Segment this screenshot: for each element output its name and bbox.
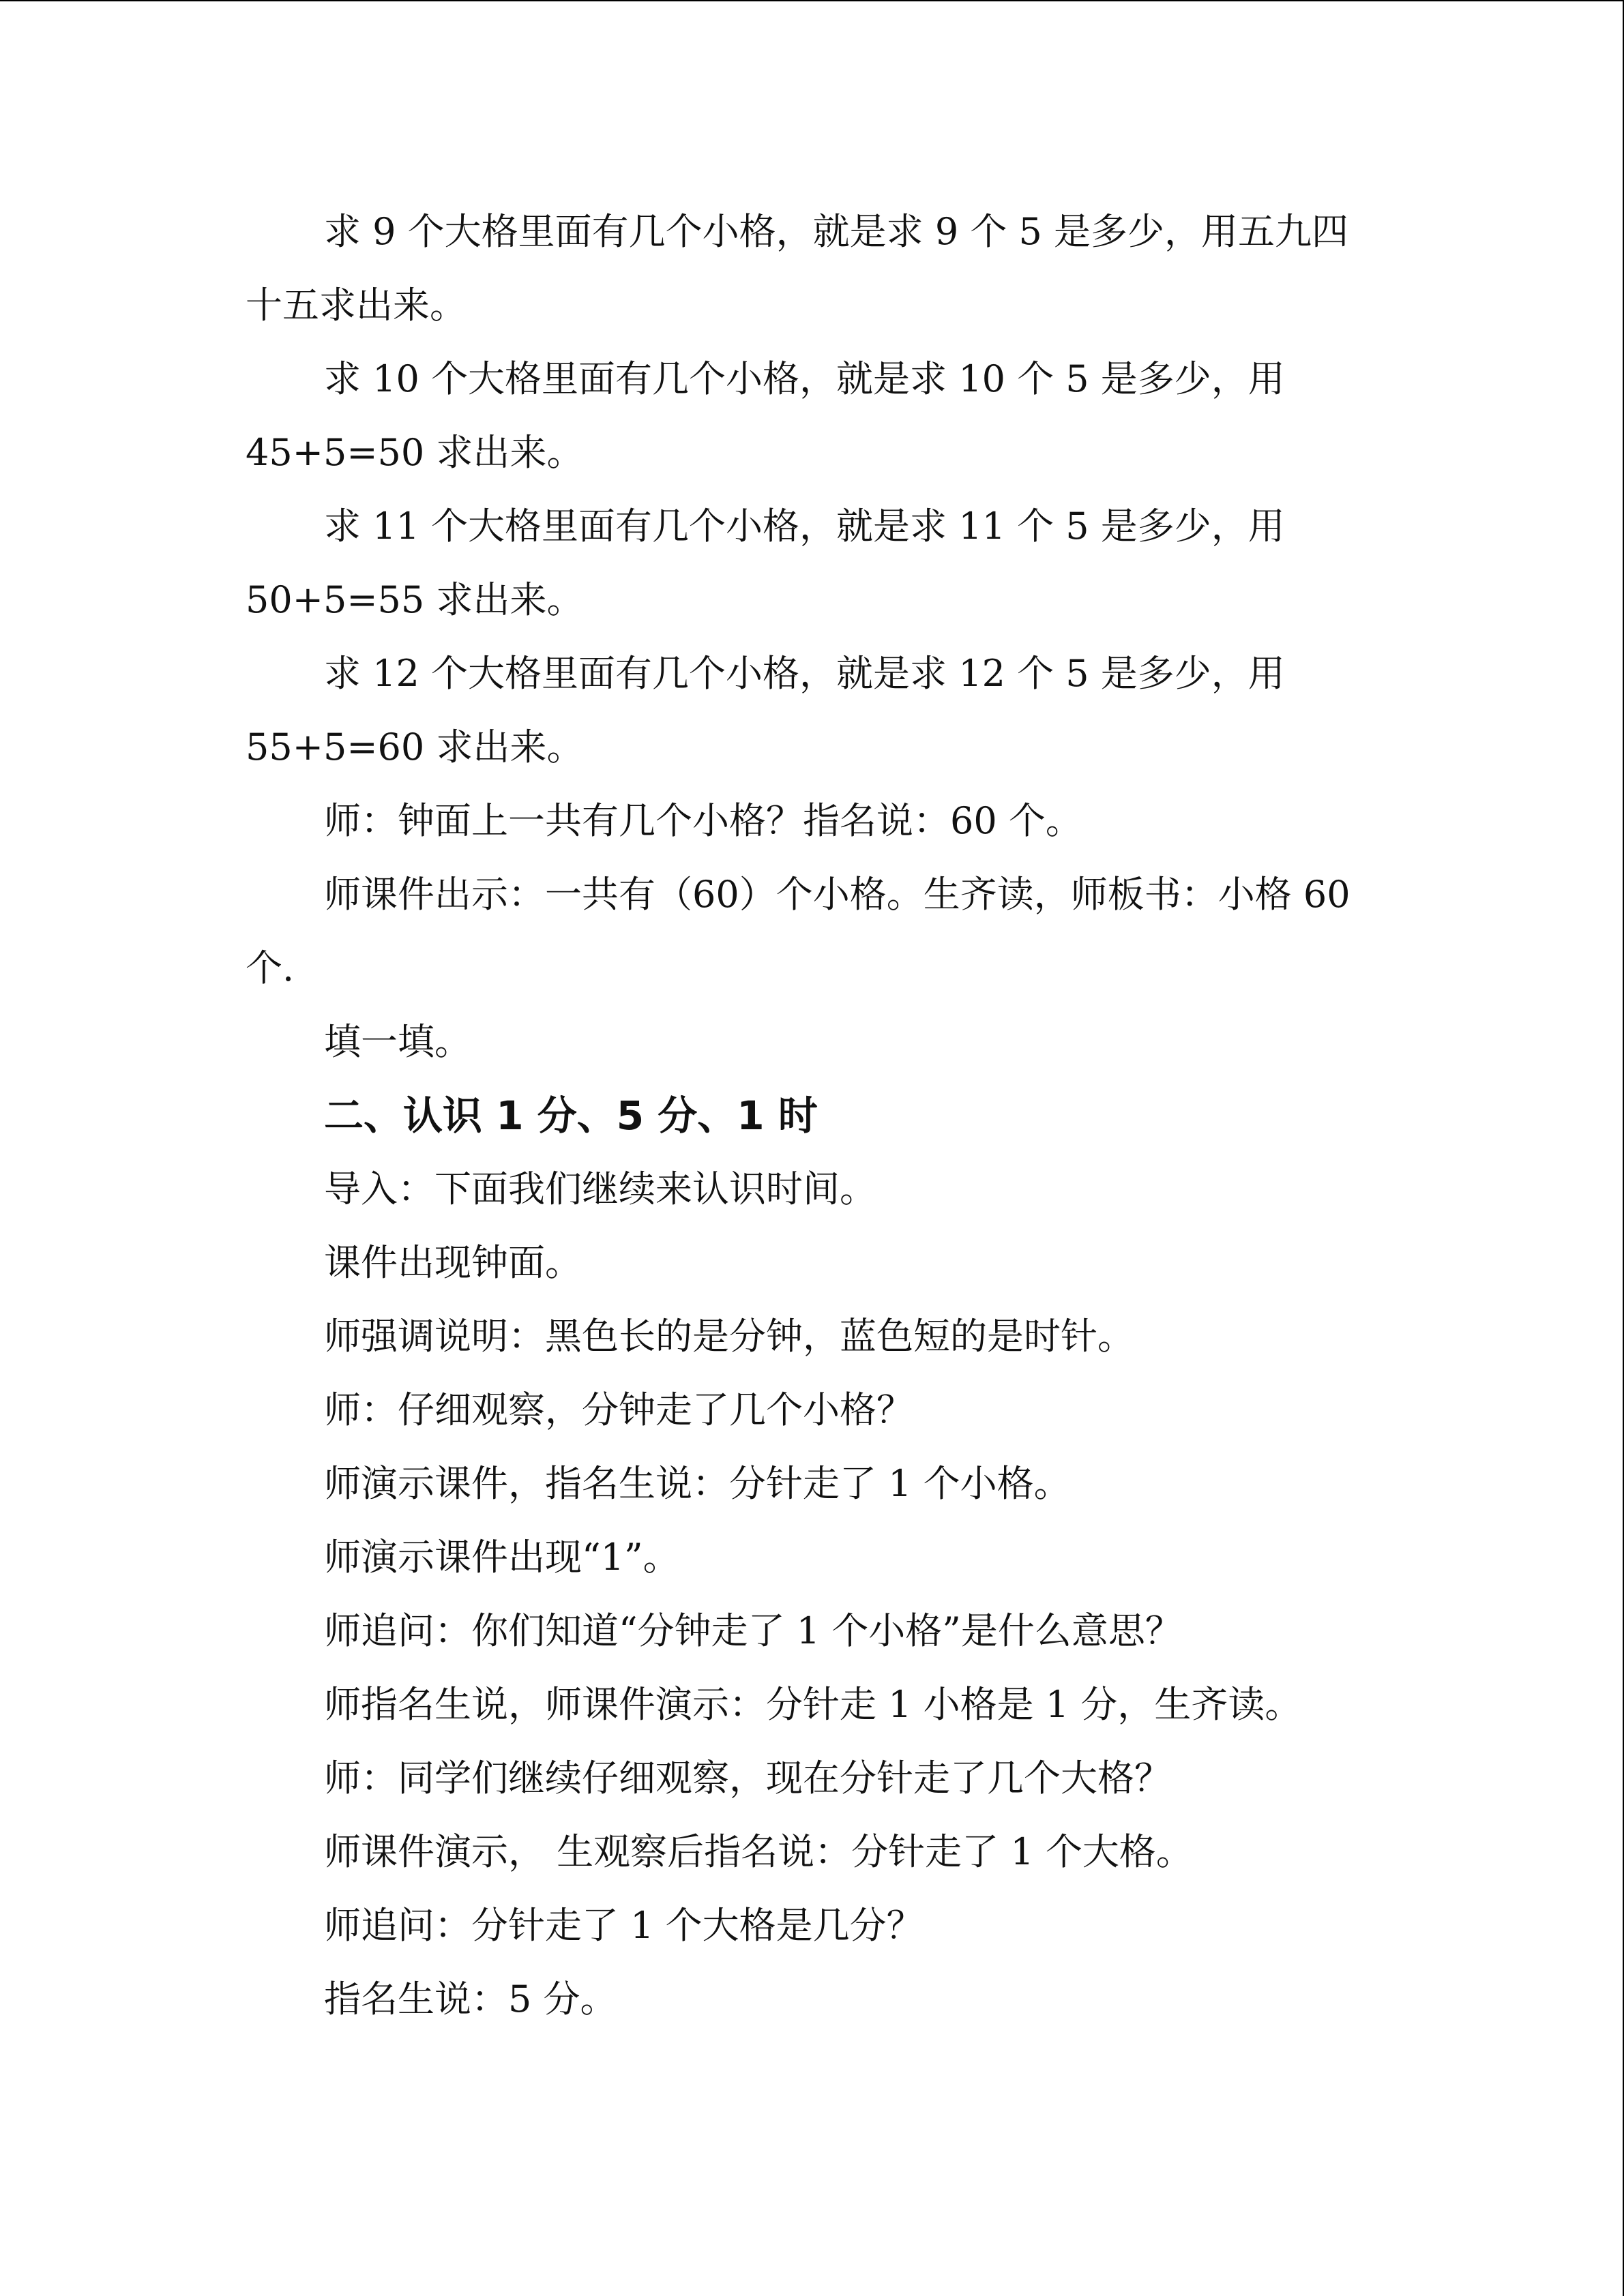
paragraph-line: 导入：下面我们继续来认识时间。 bbox=[324, 1167, 876, 1210]
paragraph-line: 师：钟面上一共有几个小格？指名说：60 个。 bbox=[324, 799, 1082, 842]
paragraph-line: 填一填。 bbox=[324, 1020, 471, 1063]
paragraph-line: 指名生说：5 分。 bbox=[324, 1978, 617, 2021]
paragraph-line: 求 12 个大格里面有几个小格，就是求 12 个 5 是多少，用 bbox=[324, 652, 1285, 695]
paragraph-line: 师：同学们继续仔细观察，现在分针走了几个大格？ bbox=[324, 1757, 1171, 1800]
paragraph-line: 师强调说明：黑色长的是分钟，蓝色短的是时针。 bbox=[324, 1315, 1134, 1358]
paragraph-line: 十五求出来。 bbox=[246, 284, 467, 327]
paragraph-line: 师课件演示， 生观察后指名说：分针走了 1 个大格。 bbox=[324, 1830, 1193, 1873]
paragraph-line: 55+5=60 求出来。 bbox=[246, 726, 584, 769]
paragraph-line: 师课件出示：一共有（60）个小格。生齐读，师板书：小格 60 bbox=[324, 873, 1350, 916]
paragraph-line: 师演示课件，指名生说：分针走了 1 个小格。 bbox=[324, 1462, 1071, 1505]
section-heading: 二、认识 1 分、5 分、1 时 bbox=[324, 1092, 818, 1139]
paragraph-line: 45+5=50 求出来。 bbox=[246, 431, 584, 474]
paragraph-line: 求 10 个大格里面有几个小格，就是求 10 个 5 是多少，用 bbox=[324, 357, 1285, 400]
paragraph-line: 求 11 个大格里面有几个小格，就是求 11 个 5 是多少，用 bbox=[324, 505, 1285, 548]
paragraph-line: 个. bbox=[246, 946, 295, 989]
paragraph-line: 求 9 个大格里面有几个小格，就是求 9 个 5 是多少，用五九四 bbox=[324, 210, 1349, 253]
paragraph-line: 师追问：你们知道“分钟走了 1 个小格”是什么意思？ bbox=[324, 1609, 1182, 1652]
paragraph-line: 课件出现钟面。 bbox=[324, 1241, 582, 1284]
paragraph-line: 师：仔细观察，分钟走了几个小格？ bbox=[324, 1388, 913, 1431]
paragraph-line: 师追问：分针走了 1 个大格是几分？ bbox=[324, 1904, 924, 1947]
paragraph-line: 50+5=55 求出来。 bbox=[246, 578, 584, 621]
paragraph-line: 师指名生说，师课件演示：分针走 1 小格是 1 分，生齐读。 bbox=[324, 1683, 1302, 1726]
paragraph-line: 师演示课件出现“1”。 bbox=[324, 1536, 680, 1579]
